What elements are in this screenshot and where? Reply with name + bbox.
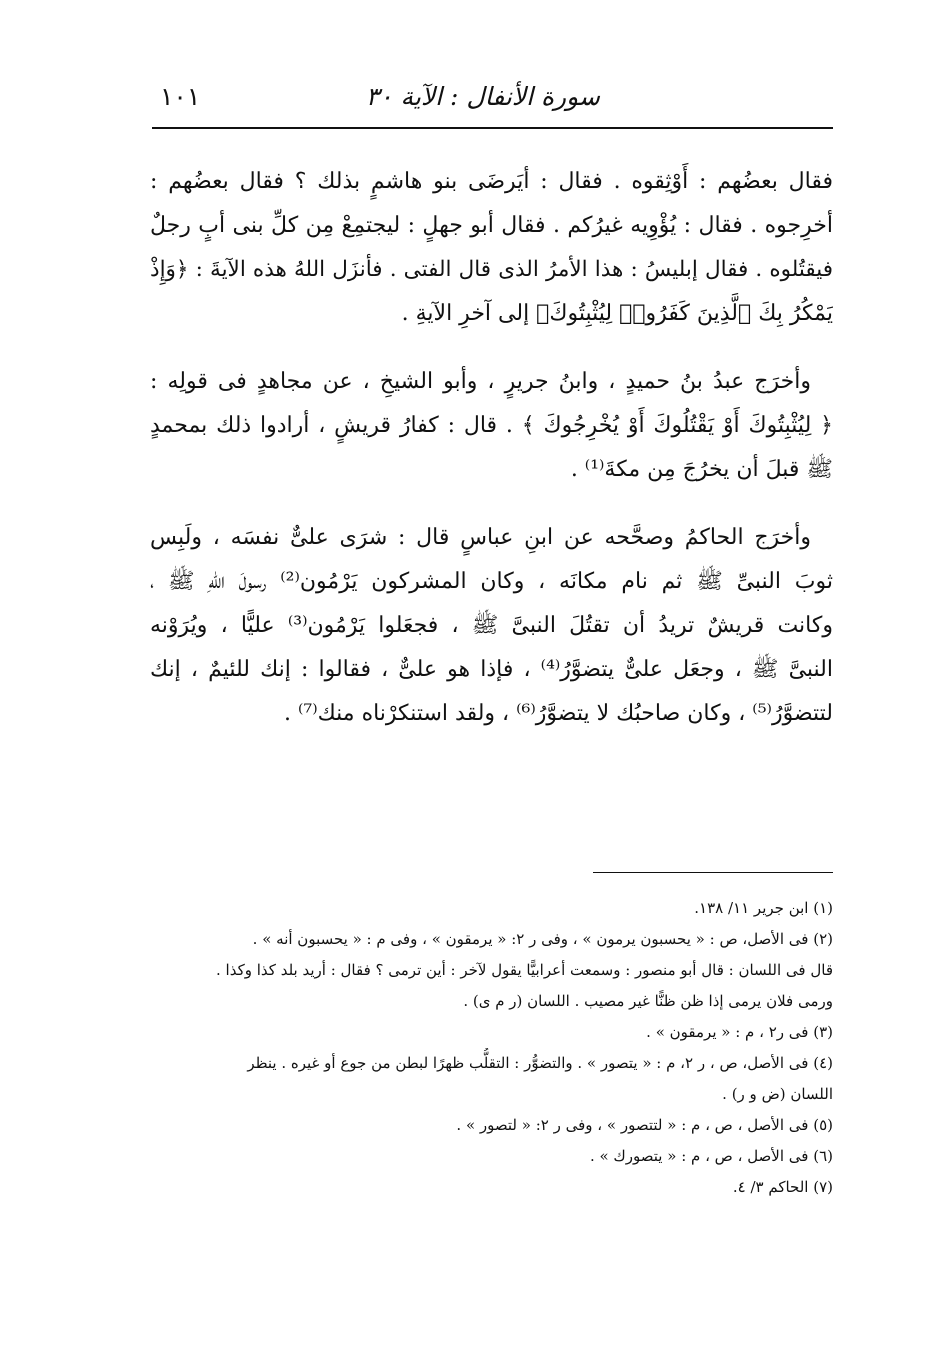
text-line: أخرِجوه . فقال : يُؤْوِيه غيرُكم . فقال أبو جهلٍ : ليجتمِعْ مِن كلِّ بنى أبٍ رجلٌ <box>150 213 833 238</box>
running-head <box>152 78 832 118</box>
footnote-5: (٥) فى الأصل ، ص ، م : « لتتصور » ، وفى ر ٢: « لتصور » . <box>456 1116 833 1134</box>
paragraph-1 <box>150 160 833 336</box>
footnote-2-continued: ورمى فلان يرمى إذا ظن ظنًّا غير مصيب . اللسان (ر م ى) . <box>463 992 833 1010</box>
paragraph-2 <box>150 360 833 492</box>
text-line: النبىَّ ﷺ ، وجعَل علىٌّ يتضوَّرُ⁽⁴⁾ ، فإذا هو علىٌّ ، فقالوا : إنك للئيمٌ ، إنك <box>150 657 833 682</box>
text-line: فيقتُلوه . فقال إبليسُ : هذا الأمرُ الذى قال الفتى . فأنزَل اللهُ هذه الآيةَ : ﴿وَإِذْ <box>150 257 833 282</box>
paragraph-3 <box>150 516 833 736</box>
footnote-7: (٧) الحاكم ٣/ ٤. <box>732 1178 833 1196</box>
text-line: فقال بعضُهم : أَوْثِقوه . فقال : أيَرضَى بنو هاشمٍ بذلك ؟ فقال بعضُهم : <box>150 169 833 194</box>
text-line: ﴿ لِيُثْبِتُوكَ أَوْ يَقْتُلُوكَ أَوْ يُخْرِجُوكَ ﴾ . قال : كفارُ قريشٍ ، أرادوا ذلك بمحمدٍ <box>150 413 833 438</box>
footnote-3: (٣) فى ر٢ ، م : « يرمقون » . <box>646 1023 833 1041</box>
text-line: وأخرَج عبدُ بنُ حميدٍ ، وابنُ جريرٍ ، وأبو الشيخِ ، عن مجاهدٍ فى قولِه : <box>150 369 811 394</box>
text-line: وكانت قريشٌ تريدُ أن تقتُلَ النبىَّ ﷺ ، فجعَلوا يَرْمُون⁽³⁾ عليًّا ، ويُرَوْنه <box>150 613 833 638</box>
footnote-2: (٢) فى الأصل، ص : « يحسبون يرمون » ، وفى ر ٢: « يرمقون » ، وفى م : « يحسبون أنه » . <box>252 930 833 948</box>
text-line: يَمْكُرُ بِكَ ٱلَّذِينَ كَفَرُوا۟ لِيُثْبِتُوكَ﴾ إلى آخرِ الآيةِ . <box>401 301 833 326</box>
text-line: ثوبَ النبىِّ ﷺ ثم نام مكانَه ، وكان المشركون يَرْمُون⁽²⁾ رسولَ اللهِ ﷺ ، <box>150 569 833 594</box>
footnotes <box>150 893 833 1203</box>
page-number: ١٠١ <box>160 82 201 111</box>
footnote-rule <box>593 872 833 873</box>
running-title: سورة الأنفال : الآية ٣٠ <box>365 82 600 111</box>
footnote-1: (١) ابن جرير ١١/ ١٣٨. <box>694 899 833 917</box>
text-line: وأخرَج الحاكمُ وصحَّحه عن ابنِ عباسٍ قال : شرَى علىٌّ نفسَه ، ولَبِس <box>150 525 811 550</box>
footnote-4-continued: اللسان (ض و ر) . <box>722 1085 833 1103</box>
main-text <box>150 160 833 760</box>
header-rule <box>152 127 833 129</box>
text-line: لتتضوَّرُ⁽⁵⁾ ، وكان صاحبُك لا يتضوَّرُ⁽⁶⁾ ، ولقد استنكرْناه منك⁽⁷⁾ . <box>283 701 833 726</box>
text-line: ﷺ قبلَ أن يخرُجَ مِن مكةَ⁽¹⁾ . <box>570 457 833 482</box>
footnote-6: (٦) فى الأصل ، ص ، م : « يتصورك » . <box>589 1147 833 1165</box>
footnote-2-continued: قال فى اللسان : قال أبو منصور : وسمعت أعرابيًّا يقول لآخر : أين ترمى ؟ فقال : أريد بلد كذا وكذا . <box>216 961 833 979</box>
footnote-4: (٤) فى الأصل، ص ، ر ٢، م : « يتصور » . والتضوُّر : التقلُّب ظهرًا لبطن من جوع أو غيره . ينظر <box>247 1054 833 1072</box>
